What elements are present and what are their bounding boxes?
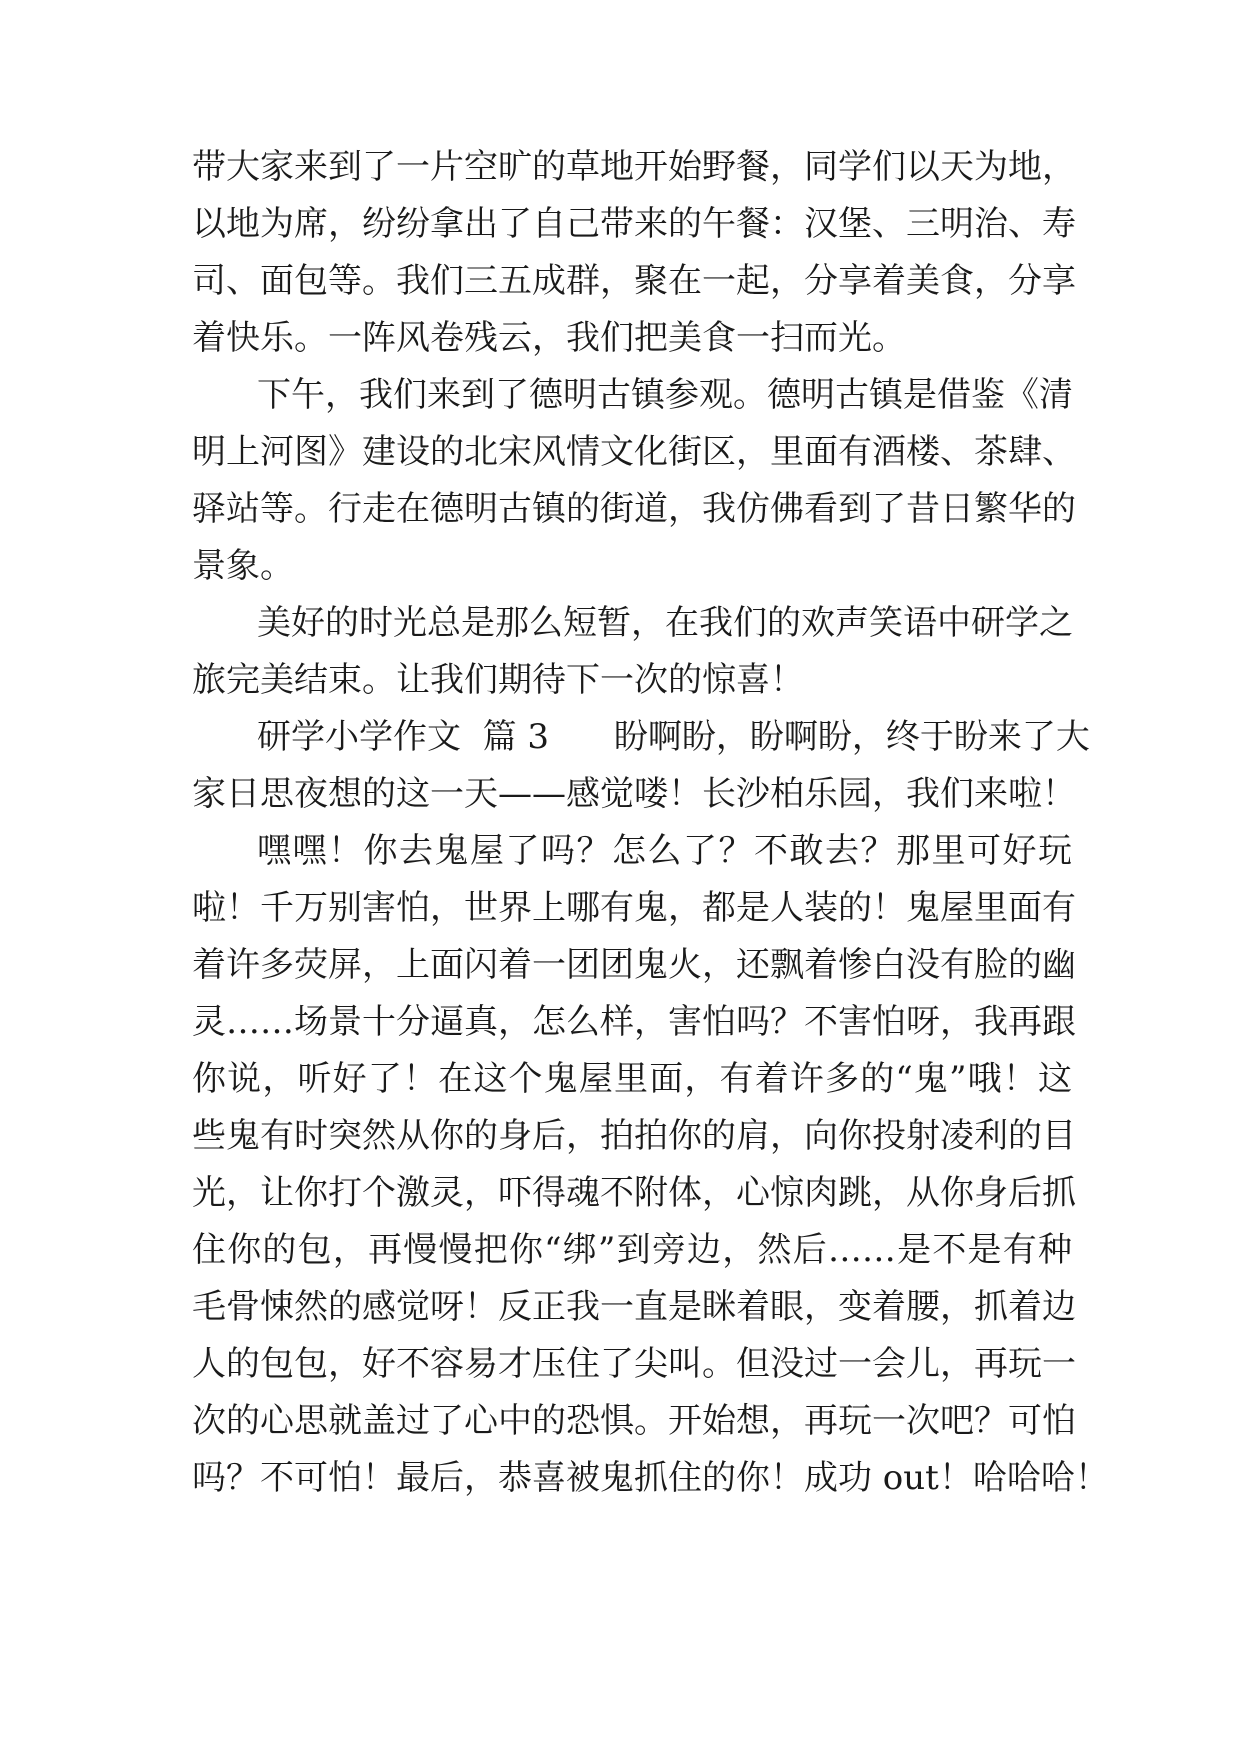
text-line: 次的心思就盖过了心中的恐惧。开始想，再玩一次吧？可怕 xyxy=(192,1401,1076,1441)
text-line: 旅完美结束。让我们期待下一次的惊喜！ xyxy=(192,660,804,700)
text-line: 带大家来到了一片空旷的草地开始野餐，同学们以天为地， xyxy=(192,147,1076,187)
text-line: 毛骨悚然的感觉呀！反正我一直是眯着眼，变着腰，抓着边 xyxy=(192,1287,1076,1327)
text-line: 以地为席，纷纷拿出了自己带来的午餐：汉堡、三明治、寿 xyxy=(192,204,1076,244)
section-heading-line: 研学小学作文 篇 3 盼啊盼，盼啊盼，终于盼来了大 xyxy=(257,717,1090,757)
text-line: 司、面包等。我们三五成群，聚在一起，分享着美食，分享 xyxy=(192,261,1076,301)
text-line: 明上河图》建设的北宋风情文化街区，里面有酒楼、茶肆、 xyxy=(192,432,1076,472)
text-line: 灵……场景十分逼真，怎么样，害怕吗？不害怕呀，我再跟 xyxy=(192,1002,1076,1042)
text-line: 驿站等。行走在德明古镇的街道，我仿佛看到了昔日繁华的 xyxy=(192,489,1076,529)
text-line: 着快乐。一阵风卷残云，我们把美食一扫而光。 xyxy=(192,318,906,358)
text-line: 啦！千万别害怕，世界上哪有鬼，都是人装的！鬼屋里面有 xyxy=(192,888,1076,928)
paragraph-first-line: 美好的时光总是那么短暂，在我们的欢声笑语中研学之 xyxy=(257,603,1073,643)
text-line: 着许多荧屏，上面闪着一团团鬼火，还飘着惨白没有脸的幽 xyxy=(192,945,1076,985)
paragraph-first-line: 下午，我们来到了德明古镇参观。德明古镇是借鉴《清 xyxy=(257,375,1073,415)
paragraph-first-line: 嘿嘿！你去鬼屋了吗？怎么了？不敢去？那里可好玩 xyxy=(257,831,1072,871)
text-line: 住你的包，再慢慢把你“绑”到旁边，然后……是不是有种 xyxy=(192,1230,1072,1270)
text-line: 你说，听好了！在这个鬼屋里面，有着许多的“鬼”哦！这 xyxy=(192,1059,1072,1099)
text-line: 家日思夜想的这一天——感觉喽！长沙柏乐园，我们来啦！ xyxy=(192,774,1076,814)
text-line: 光，让你打个激灵，吓得魂不附体，心惊肉跳，从你身后抓 xyxy=(192,1173,1076,1213)
text-line: 些鬼有时突然从你的身后，拍拍你的肩，向你投射凌利的目 xyxy=(192,1116,1076,1156)
text-line: 人的包包，好不容易才压住了尖叫。但没过一会儿，再玩一 xyxy=(192,1344,1076,1384)
text-line: 吗？不可怕！最后，恭喜被鬼抓住的你！成功 out！哈哈哈！ xyxy=(192,1458,1109,1498)
text-line: 景象。 xyxy=(192,546,294,586)
